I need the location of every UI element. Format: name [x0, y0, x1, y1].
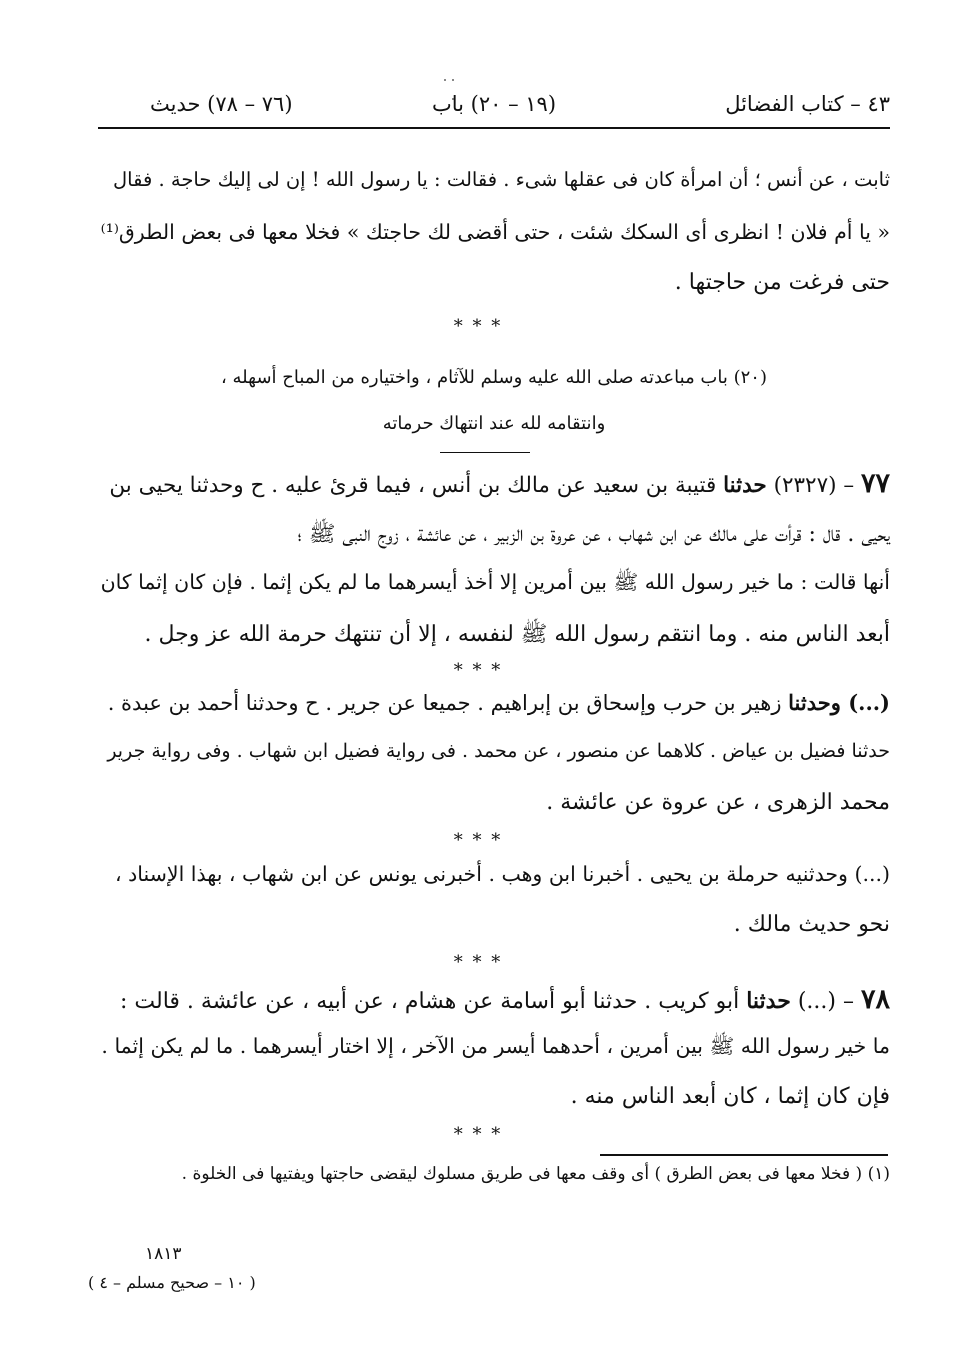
header-bab: (١٩ – ٢٠) باب [431, 92, 557, 116]
section-separator: * * * [453, 952, 503, 973]
hadith-77-number: ٧٧ [860, 468, 890, 499]
intro-line-1: ثابت ، عن أنس ؛ أن امرأة كان فى عقلها شىء . فقالت : يا رسول الله ! إن لى إليك حاجة . فقال [112, 168, 890, 191]
hadith-78-haddathana: حدثنا [746, 988, 791, 1014]
hadith-77-text-1: قتيبة بن سعيد عن مالك بن أنس ، فيما قرئ عليه . ح وحدثنا يحيى بن [109, 473, 717, 498]
hadith-77-line-1 [98, 468, 890, 499]
hadith-78-text-1: أبو كريب . حدثنا أبو أسامة عن هشام ، عن أبيه ، عن عائشة . قالت : [120, 989, 740, 1014]
hadith-78-line-2: ما خير رسول الله ﷺ بين أمرين ، أحدهما أيسر من الآخر ، إلا اختار أيسرهما . ما لم يكن إثما . [101, 1034, 890, 1058]
chapter-title-line-1: (٢٠) باب مباعدته صلى الله عليه وسلم للآثام ، واختياره من المباح أسهله ، [221, 367, 767, 388]
header-hadith-range: (٧٦ – ٧٨) حديث [150, 92, 293, 116]
section-separator: * * * [453, 316, 503, 337]
ink-speck [440, 66, 460, 70]
printer-signature: ( ١٠ – صحيح مسلم – ٤ ) [88, 1273, 256, 1292]
intro-line-3: حتى فرغت من حاجتها . [674, 270, 890, 295]
hadith-77-line-4: أبعد الناس منه . وما انتقم رسول الله ﷺ لنفسه ، إلا أن تنتهك حرمة الله عز وجل . [144, 622, 890, 647]
hadith-77-line-2: يحيى . قال : قرأت على مالك عن ابن شهاب ، عن عروة بن الزبير ، عن عائشة ، زوج النبى ﷺ ؛ [297, 522, 890, 547]
running-header [98, 92, 890, 128]
chapter-title-underline [440, 452, 530, 453]
hadith-77b-text-1: زهير بن حرب وإسحاق بن إبراهيم . جميعا عن جرير . ح وحدثنا أحمد بن عبدة . [107, 691, 782, 715]
footnote-divider [600, 1154, 888, 1156]
hadith-77c-line-2: نحو حديث مالك . [733, 912, 890, 937]
hadith-77-haddathana: حدثنا [723, 473, 767, 498]
footnote: (١) ( فخلا معها فى بعض الطرق ) أى وقف معها فى طريق مسلوك ليقضى حاجتها ويفتيها فى الخلوة . [181, 1164, 890, 1184]
hadith-77b-line-1 [98, 690, 890, 715]
hadith-77c-line-1: (...) وحدثنيه حرملة بن يحيى . أخبرنا ابن وهب . أخبرنى يونس عن ابن شهاب ، بهذا الإسناد ، [115, 862, 890, 886]
hadith-78-line-3: فإن كان إثما ، كان أبعد الناس منه . [570, 1084, 890, 1109]
header-book-title: ٤٣ – كتاب الفضائل [725, 92, 890, 116]
section-separator: * * * [453, 830, 503, 851]
header-divider [98, 127, 890, 129]
page-number: ١٨١٣ [145, 1244, 182, 1264]
intro-line-2: « يا أم فلان ! انظرى أى السكك شئت ، حتى أقضى لك حاجتك » فخلا معها فى بعض الطرق⁽¹⁾ [100, 220, 890, 244]
section-separator: * * * [453, 660, 503, 681]
hadith-78-prefix: – (...) [797, 989, 854, 1014]
hadith-77b-line-2: حدثنا فضيل بن عياض . كلاهما عن منصور ، عن محمد . فى رواية فضيل ابن شهاب . وفى رواية جرير [107, 740, 890, 762]
chapter-title-line-2: وانتقامه لله عند انتهاك حرماته [382, 413, 606, 434]
hadith-77b-line-3: محمد الزهرى ، عن عروة عن عائشة . [546, 790, 890, 815]
hadith-78-number: ٧٨ [860, 984, 890, 1015]
hadith-78-line-1 [98, 984, 890, 1015]
hadith-77-line-3: أنها قالت : ما خير رسول الله ﷺ بين أمرين إلا أخذ أيسرهما ما لم يكن إثما . فإن كان إثما كان [100, 570, 890, 594]
section-separator: * * * [453, 1124, 503, 1145]
hadith-77b-prefix: (...) وحدثنا [788, 690, 890, 715]
hadith-77-global-number: – (٢٣٢٧) [773, 473, 855, 498]
